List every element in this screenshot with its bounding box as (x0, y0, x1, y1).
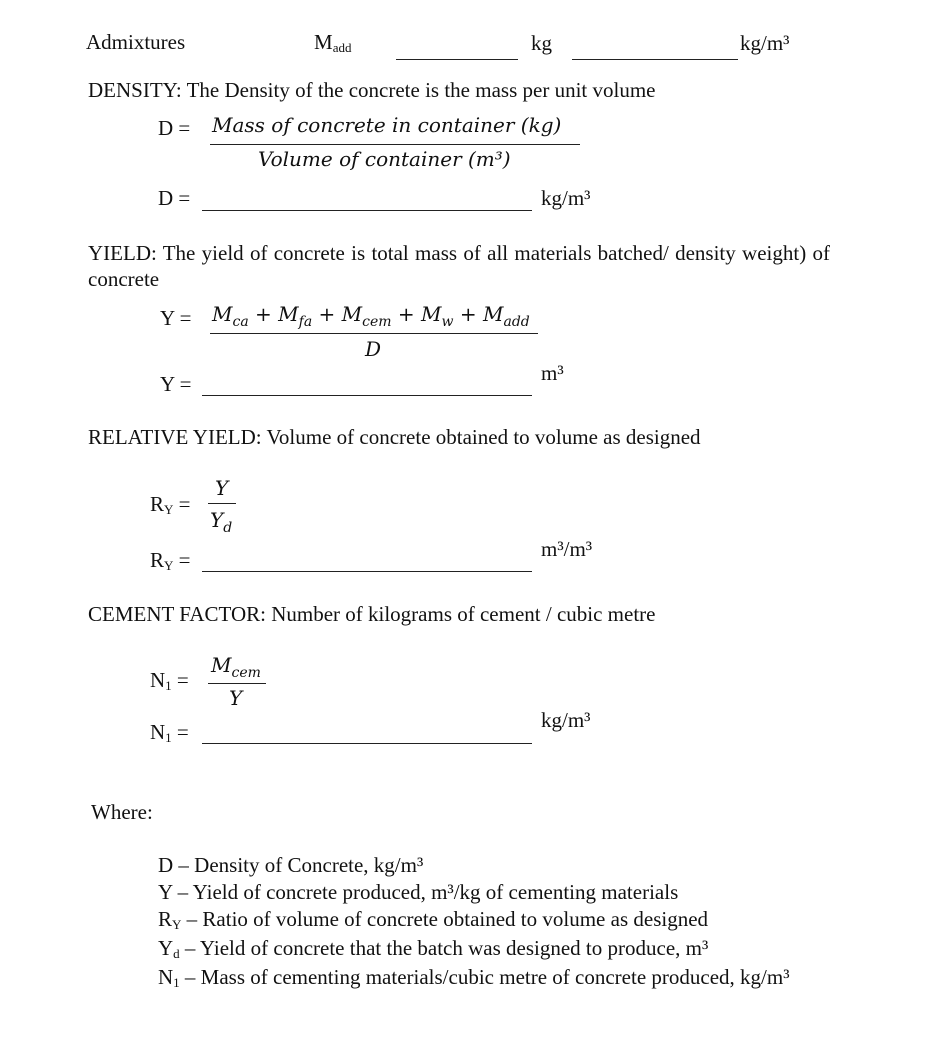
relative-yield-numerator: Y (215, 476, 229, 500)
density-formula-lhs: D = (158, 116, 191, 140)
yield-formula-lhs: Y = (160, 306, 192, 330)
yield-term-fa: $M_{fa}$ + (278, 302, 336, 330)
relative-yield-fraction-bar (208, 503, 236, 504)
yield-term-add: $M_{add}$ (482, 302, 530, 330)
cement-factor-result-lhs: N1 = (150, 720, 189, 745)
relative-yield-unit: m³/m³ (541, 537, 593, 561)
density-unit: kg/m³ (541, 186, 591, 210)
admixtures-unit-kgm3: kg/m³ (740, 31, 790, 55)
relative-yield-formula-lhs: RY = (150, 492, 191, 517)
admixtures-symbol-sub: add (332, 40, 352, 55)
yield-numerator (212, 302, 530, 330)
cement-factor-fraction-bar (208, 683, 266, 684)
definition-cement-factor: N1 – Mass of cementing materials/cubic metre of concrete produced, kg/m³ (158, 965, 790, 990)
yield-fraction-bar (210, 333, 538, 334)
yield-term-cem: $M_{cem}$ + (341, 302, 415, 330)
admixtures-symbol-main: M (314, 30, 333, 54)
cement-factor-unit: kg/m³ (541, 708, 591, 732)
yield-result-lhs: Y = (160, 372, 192, 396)
cement-factor-numerator: $M_{cem}$ (211, 653, 261, 681)
where-label: Where: (91, 800, 153, 824)
yield-term-ca: $M_{ca}$ + (212, 302, 272, 330)
cement-factor-formula-lhs: N1 = (150, 668, 189, 693)
density-heading: DENSITY: The Density of the concrete is the mass per unit volume (88, 78, 656, 102)
admixtures-label: Admixtures (86, 30, 186, 54)
definitions-list (158, 852, 790, 993)
admixtures-symbol (314, 30, 351, 55)
density-result-blank[interactable] (202, 210, 532, 211)
yield-unit: m³ (541, 361, 564, 385)
density-fraction-bar (210, 144, 580, 145)
relative-yield-denominator: $Y_d$ (210, 508, 233, 536)
cement-factor-result-blank[interactable] (202, 743, 532, 744)
yield-denominator: D (365, 337, 382, 361)
admixtures-mass-blank[interactable] (396, 59, 518, 60)
cement-factor-heading: CEMENT FACTOR: Number of kilograms of cement / cubic metre (88, 602, 656, 626)
yield-term-w: $M_w$ + (421, 302, 477, 330)
density-result-lhs: D = (158, 186, 191, 210)
yield-heading: YIELD: The yield of concrete is total mass of all materials batched/ density weight) of concrete (88, 241, 830, 291)
definition-design-yield: Yd – Yield of concrete that the batch was designed to produce, m³ (158, 936, 709, 961)
definition-yield: Y – Yield of concrete produced, m³/kg of cementing materials (158, 880, 679, 904)
density-denominator: Volume of container (m³) (258, 147, 511, 171)
admixtures-density-blank[interactable] (572, 59, 738, 60)
cement-factor-denominator: Y (229, 686, 243, 710)
definition-density: D – Density of Concrete, kg/m³ (158, 853, 424, 877)
relative-yield-result-lhs: RY = (150, 548, 191, 573)
definition-relative-yield: RY – Ratio of volume of concrete obtained to volume as designed (158, 907, 709, 932)
yield-result-blank[interactable] (202, 395, 532, 396)
admixtures-unit-kg: kg (531, 31, 552, 55)
relative-yield-result-blank[interactable] (202, 571, 532, 572)
density-numerator: Mass of concrete in container (kg) (212, 113, 562, 137)
relative-yield-heading: RELATIVE YIELD: Volume of concrete obtained to volume as designed (88, 425, 701, 449)
